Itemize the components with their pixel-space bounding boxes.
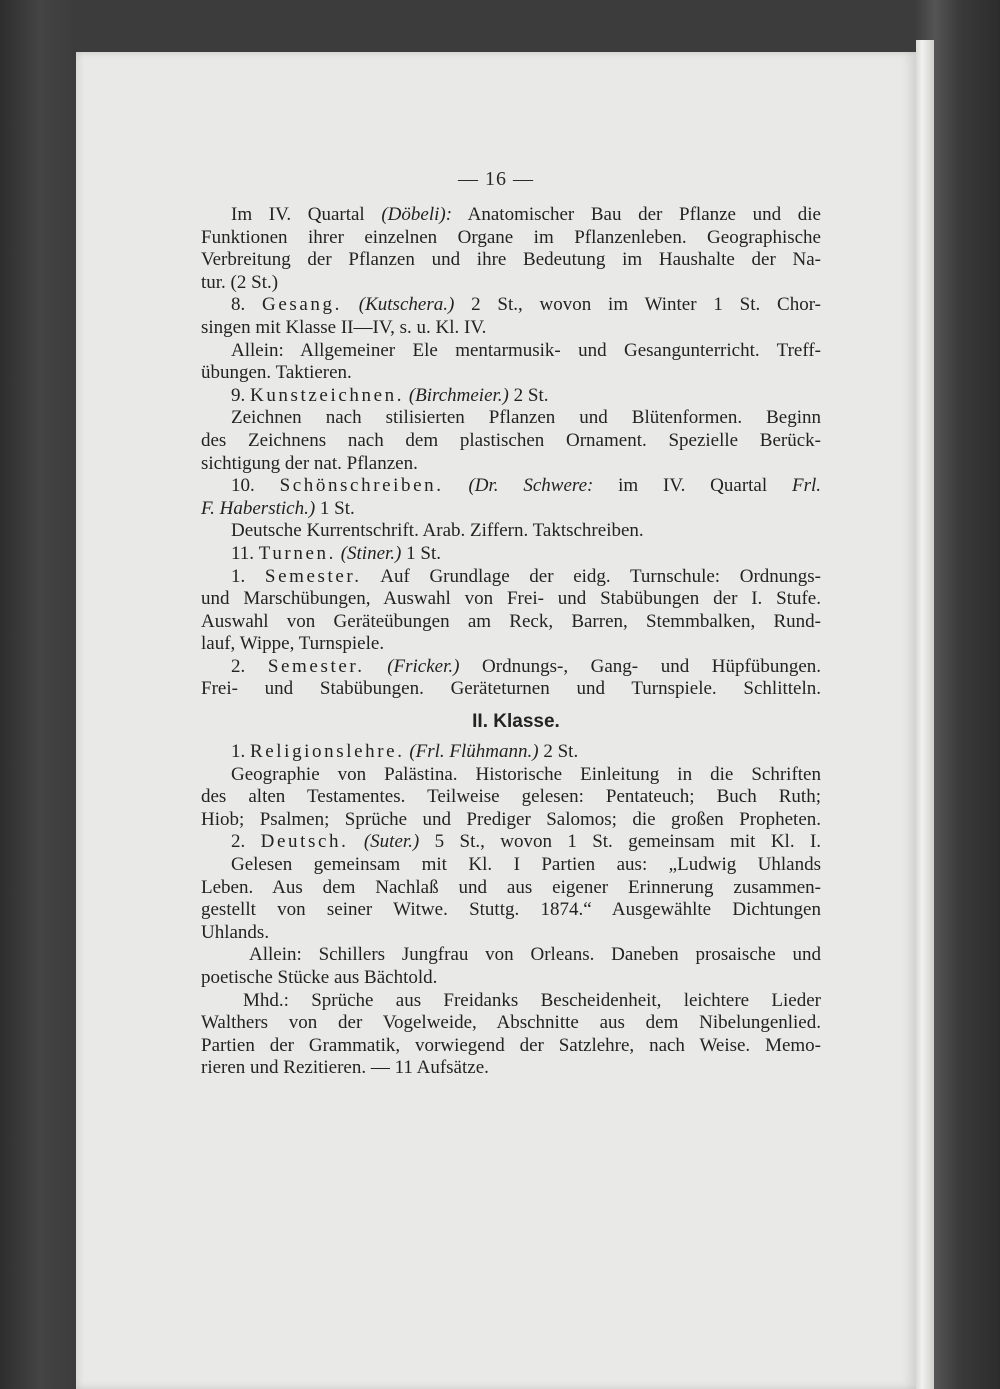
text-segment: 2. xyxy=(231,831,261,853)
text-segment: Auswahl von Geräteübungen am Reck, Barren, Stemmbalken, Rund- xyxy=(201,610,821,632)
text-line xyxy=(201,786,821,809)
text-segment: Leben. Aus dem Nachlaß und aus eigener Erinnerung zusammen- xyxy=(201,876,821,898)
text-segment: 1. xyxy=(231,565,265,587)
text-segment xyxy=(365,656,388,677)
text-line xyxy=(201,1012,821,1035)
italic-text: (Suter.) xyxy=(363,831,420,853)
text-segment: 2 St. xyxy=(508,384,549,406)
spaced-text: Schönschreiben. xyxy=(279,475,444,497)
text-segment: tur. (2 St.) xyxy=(201,271,279,293)
text-line xyxy=(201,294,821,317)
text-segment: Zeichnen nach stilisierten Pflanzen und Blütenformen. Beginn xyxy=(231,407,821,429)
text-line xyxy=(201,204,821,227)
text-segment: Im IV. Quartal xyxy=(231,204,382,225)
text-line xyxy=(201,944,821,967)
text-line xyxy=(201,741,821,764)
italic-text: Frl. xyxy=(791,475,821,497)
italic-text: F. Haberstich.) xyxy=(201,497,316,519)
text-segment: Auf Grundlage der eidg. Turnschule: Ordnungs- xyxy=(361,565,821,587)
text-segment: 10. xyxy=(231,475,280,497)
text-line xyxy=(201,385,821,408)
text-segment: des Zeichnens nach dem plastischen Ornament. Spezielle Berück- xyxy=(201,429,821,451)
text-line xyxy=(201,430,821,453)
italic-text: (Kutschera.) xyxy=(358,294,455,316)
spaced-text: Kunstzeichnen. xyxy=(250,384,405,406)
italic-text: (Birchmeier.) xyxy=(408,384,509,406)
text-segment: 11. xyxy=(231,542,259,564)
text-segment: 2 St., wovon im Winter 1 St. Chor- xyxy=(454,294,821,316)
text-line xyxy=(201,498,821,521)
text-line xyxy=(201,475,821,498)
italic-text: (Stiner.) xyxy=(340,542,402,564)
text-segment: 1 St. xyxy=(315,497,355,519)
text-line xyxy=(201,877,821,900)
text-segment: gestellt von seiner Witwe. Stuttg. 1874.“ Ausgewählte Dichtungen xyxy=(201,899,821,921)
text-segment: singen mit Klasse II—IV, s. u. Kl. IV. xyxy=(201,316,487,338)
text-segment: 1. xyxy=(231,741,250,763)
spaced-text: Deutsch. xyxy=(260,831,349,853)
page-text xyxy=(201,204,821,1080)
text-segment: 2 St. xyxy=(538,741,579,763)
text-line xyxy=(201,566,821,589)
text-line xyxy=(201,272,821,295)
text-segment: sichtigung der nat. Pflanzen. xyxy=(201,452,418,474)
spaced-text: Semester. xyxy=(264,565,362,587)
text-segment: II. Klasse. xyxy=(472,711,560,733)
text-line xyxy=(201,967,821,990)
text-line xyxy=(201,1035,821,1058)
section-heading xyxy=(201,707,821,741)
book-page xyxy=(76,52,916,1389)
text-line xyxy=(201,1057,821,1080)
text-segment: des alten Testamentes. Teilweise gelesen: Pentateuch; Buch Ruth; xyxy=(201,786,821,808)
text-line xyxy=(201,611,821,634)
text-line xyxy=(201,678,821,701)
text-line xyxy=(201,520,821,543)
text-line xyxy=(201,990,821,1013)
text-segment: Ordnungs-, Gang- und Hüpfübungen. xyxy=(459,655,822,677)
text-segment: Gelesen gemeinsam mit Kl. I Partien aus: „Ludwig Uhlands xyxy=(231,854,821,876)
text-segment: 9. xyxy=(231,384,250,406)
text-segment xyxy=(348,831,363,852)
text-segment: 1 St. xyxy=(401,542,441,564)
text-segment: und Marschübungen, Auswahl von Frei- und Stabübungen der I. Stufe. xyxy=(201,588,821,610)
text-segment: im IV. Quartal xyxy=(593,475,792,497)
text-line xyxy=(201,227,821,250)
text-line xyxy=(201,407,821,430)
text-segment: Geographie von Palästina. Historische Einleitung in die Schriften xyxy=(231,763,821,785)
text-segment: poetische Stücke aus Bächtold. xyxy=(201,967,438,988)
text-line xyxy=(201,633,821,656)
text-line xyxy=(201,899,821,922)
italic-text: (Frl. Flühmann.) xyxy=(409,741,539,763)
text-line xyxy=(201,588,821,611)
text-segment: 5 St., wovon 1 St. gemeinsam mit Kl. I. xyxy=(419,831,822,853)
text-segment: Allein: Allgemeiner Ele mentarmusik- und Gesangunterricht. Treff- xyxy=(231,339,821,361)
spaced-text: Turnen. xyxy=(258,542,336,564)
text-segment xyxy=(444,475,469,496)
text-line xyxy=(201,340,821,363)
text-line xyxy=(201,362,821,385)
text-segment: rieren und Rezitieren. — 11 Aufsätze. xyxy=(201,1057,489,1079)
text-segment: Frei- und Stabübungen. Geräteturnen und Turnspiele. Schlitteln. xyxy=(201,678,821,700)
text-segment: Funktionen ihrer einzelnen Organe im Pflanzenleben. Geographische xyxy=(201,226,821,248)
page-edge xyxy=(916,40,934,1389)
text-line xyxy=(201,317,821,340)
text-segment: Partien der Grammatik, vorwiegend der Satzlehre, nach Weise. Memo- xyxy=(201,1034,821,1056)
spaced-text: Gesang. xyxy=(262,294,342,316)
spaced-text: Religionslehre. xyxy=(250,741,405,763)
text-line xyxy=(201,809,821,832)
text-line xyxy=(201,854,821,877)
text-line xyxy=(201,453,821,476)
text-segment: übungen. Taktieren. xyxy=(201,362,352,384)
text-segment: Anatomischer Bau der Pflanze und die xyxy=(452,204,821,225)
text-segment: 2. xyxy=(231,655,268,677)
text-segment: Walthers von der Vogelweide, Abschnitte aus dem Nibelungenlied. xyxy=(201,1012,821,1034)
text-line xyxy=(201,656,821,679)
italic-text: (Fricker.) xyxy=(387,655,460,677)
text-segment: Deutsche Kurrentschrift. Arab. Ziffern. Taktschreiben. xyxy=(231,520,644,542)
text-segment: Verbreitung der Pflanzen und ihre Bedeutung im Haushalte der Na- xyxy=(201,249,821,271)
text-segment xyxy=(342,294,359,315)
text-segment: Hiob; Psalmen; Sprüche und Prediger Salomos; die großen Propheten. xyxy=(201,808,821,830)
italic-text: (Dr. Schwere: xyxy=(468,475,594,497)
text-line xyxy=(201,831,821,854)
text-line xyxy=(201,764,821,787)
text-line xyxy=(201,922,821,945)
page-number: — 16 — xyxy=(458,168,534,190)
text-segment: Mhd.: Sprüche aus Freidanks Bescheidenheit, leichtere Lieder xyxy=(243,989,821,1011)
text-segment: Uhlands. xyxy=(201,921,270,943)
spaced-text: Semester. xyxy=(267,655,365,677)
text-segment: lauf, Wippe, Turnspiele. xyxy=(201,633,385,655)
text-line xyxy=(201,543,821,566)
text-segment: Allein: Schillers Jungfrau von Orleans. Daneben prosaische und xyxy=(249,944,821,966)
italic-text: (Döbeli): xyxy=(381,204,453,225)
text-line xyxy=(201,249,821,272)
text-segment: 8. xyxy=(231,294,263,316)
